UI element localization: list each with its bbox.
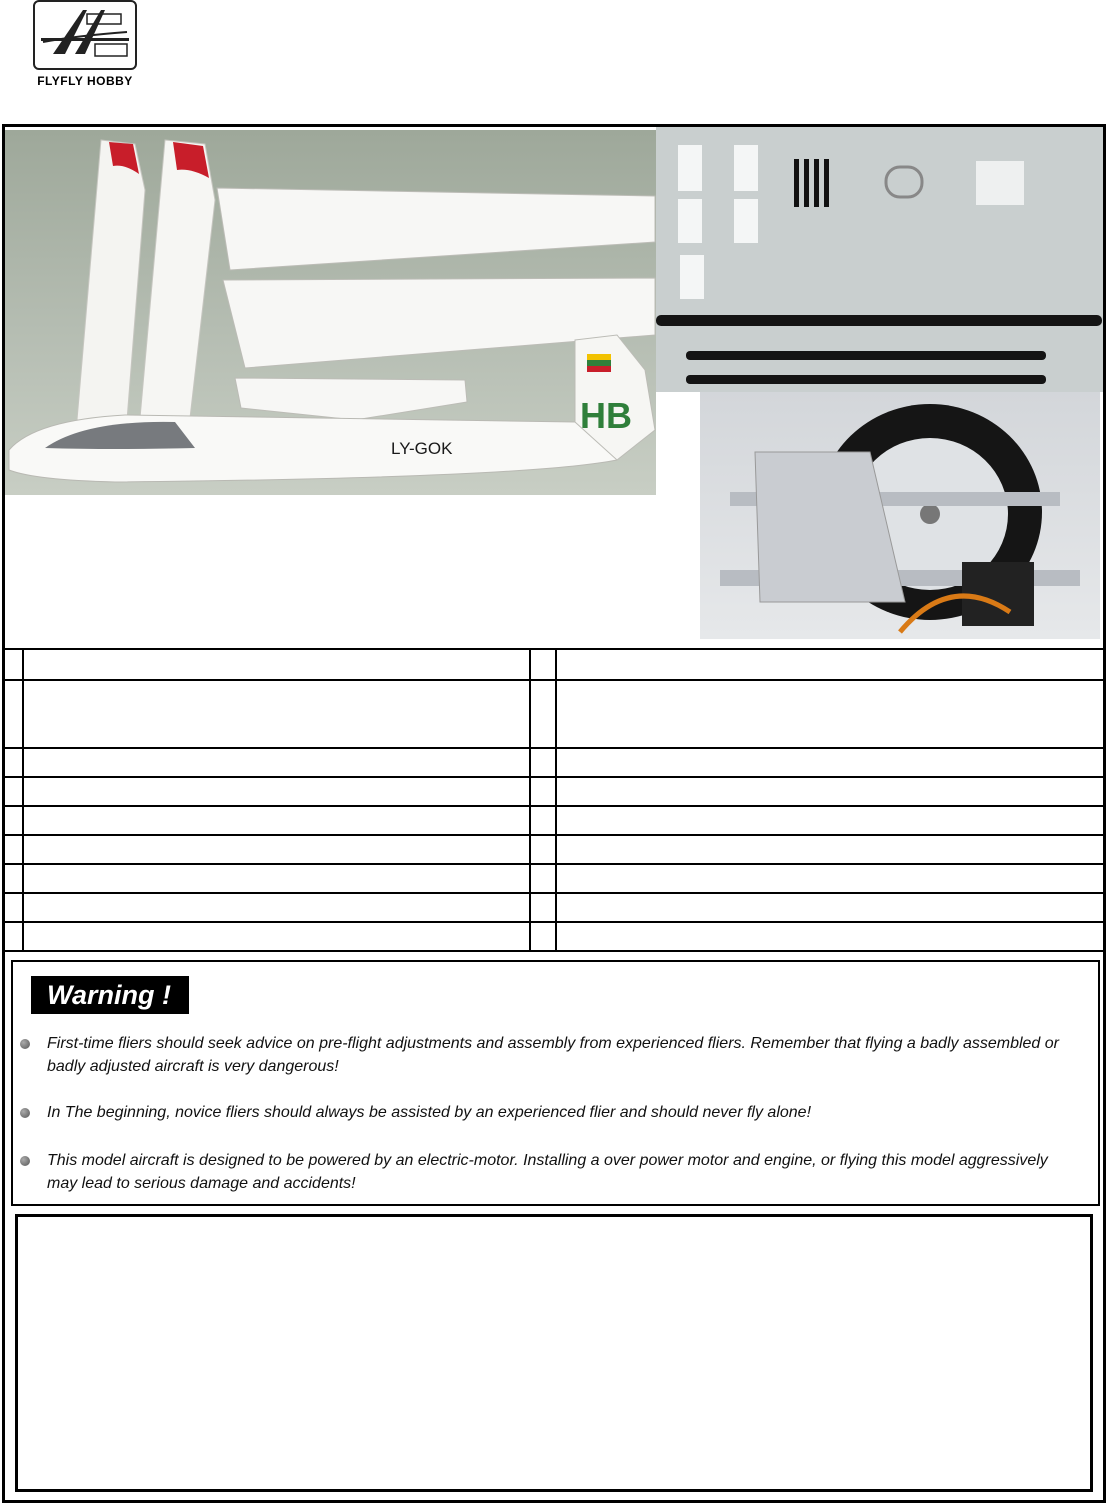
logo-emblem (33, 0, 137, 70)
notes-box (15, 1214, 1093, 1492)
table-row (3, 835, 1105, 864)
bullet-icon (20, 1108, 30, 1118)
glider-photo (5, 130, 656, 495)
table-row (3, 649, 1105, 680)
registration-mark: LY-GOK (391, 439, 453, 458)
warning-text: First-time fliers should seek advice on pre-flight adjustments and assembly from experienced fliers. Remember that flying a badly assembled or badly adjusted aircraft is very dangerous! (47, 1035, 1059, 1075)
brand-logo (30, 0, 140, 92)
warning-text: In The beginning, novice fliers should always be assisted by an experienced flier and should never fly alone! (47, 1104, 812, 1121)
table-row (3, 806, 1105, 835)
hardware-parts-photo (656, 127, 1103, 392)
brand-name: FLYFLY HOBBY (37, 74, 133, 88)
table-row (3, 893, 1105, 922)
warning-title: Warning ! (31, 976, 189, 1014)
bullet-icon (20, 1156, 30, 1166)
table-row (3, 922, 1105, 951)
table-row (3, 777, 1105, 806)
table-row (3, 748, 1105, 777)
warning-item (20, 1149, 1080, 1195)
warning-item (20, 1101, 1080, 1124)
tail-mark: HB (580, 395, 632, 436)
warning-text: This model aircraft is designed to be powered by an electric-motor. Installing a over power motor and engine, or flying this model aggressively may lead to serious damage and accidents! (47, 1152, 1048, 1192)
landing-gear-photo (700, 392, 1100, 639)
product-photos (5, 127, 1103, 647)
warning-item (20, 1032, 1080, 1078)
flyfly-hobby-logo (35, 2, 135, 68)
bullet-icon (20, 1039, 30, 1049)
table-row (3, 680, 1105, 748)
table-row (3, 864, 1105, 893)
parts-list-table (2, 648, 1106, 952)
